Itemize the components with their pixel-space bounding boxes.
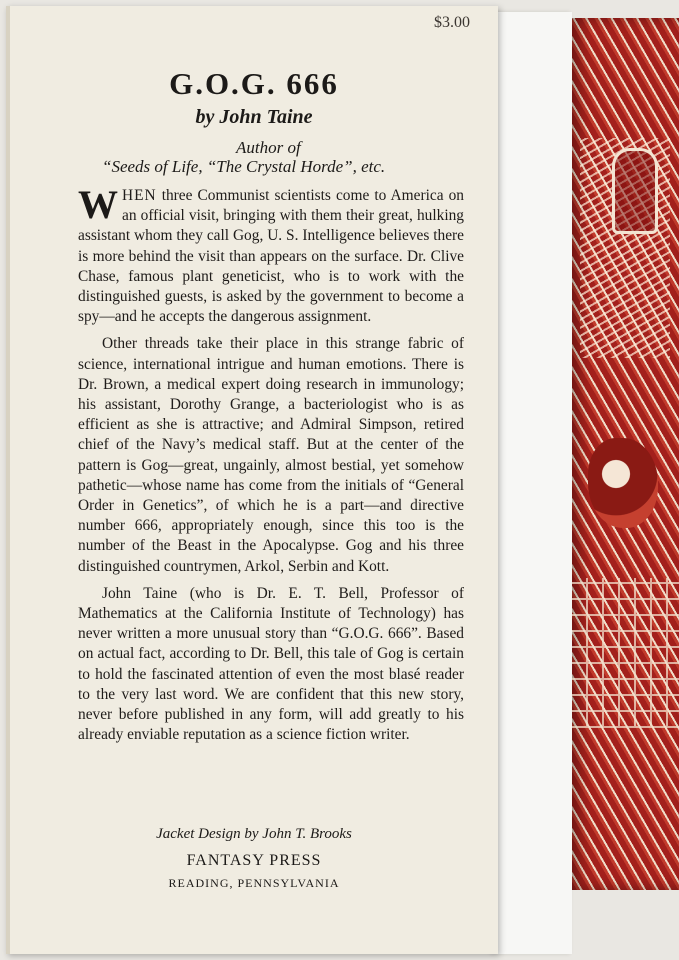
paragraph-1 (78, 182, 464, 327)
cover-art (570, 18, 679, 890)
byline: by John Taine (195, 106, 313, 128)
flask-illustration (612, 148, 658, 234)
paragraph-1-text: three Communist scientists come to America on an official visit, bringing with them their great, hulking assistant whom they call Gog, U. S. Intelligence believes there is more behind the visit than appears on the surface. Dr. Clive Chase, famous plant geneticist, who is to work with the distinguished guests, is asked by the government to become a spy—and he accepts the dangerous assignment. (78, 187, 464, 326)
other-works: “Seeds of Life, “The Crystal Horde”, etc. (102, 157, 386, 176)
author-of: Author of (236, 138, 301, 157)
specimen-illustration (588, 438, 658, 528)
book-title: G.O.G. 666 (169, 66, 339, 101)
publisher: FANTASY PRESS (186, 852, 322, 869)
price: $3.00 (434, 14, 470, 31)
jacket-flap (6, 6, 498, 954)
drop-cap: W (78, 182, 118, 227)
publisher-location: READING, PENNSYLVANIA (168, 876, 340, 890)
paragraph-2: Other threads take their place in this strange fabric of science, international intrigue and human emotions. There is Dr. Brown, a medical expert doing research in immunology; his assistant, Dorothy Grange, a bacteriologist who is as efficient as she is attractive; and Admiral Simpson, retired chief of the Navy’s medical staff. But at the center of the pattern is Gog—great, ungainly, almost bestial, yet somehow pathetic—whose name has come from the initials of “General Order in Genetics”, of which he is a part—and directive number 666, appropriately enough, since this too is the number of the Beast in the Apocalypse. Gog and his three distinguished countrymen, Arkol, Serbin and Kott. (78, 335, 464, 575)
lead-word: HEN (122, 187, 157, 204)
grid-illustration (570, 578, 679, 728)
blurb (78, 182, 464, 752)
paper-strip (492, 12, 572, 954)
jacket-design-credit: Jacket Design by John T. Brooks (156, 826, 352, 842)
paragraph-3: John Taine (who is Dr. E. T. Bell, Professor of Mathematics at the California Institute of Technology) has never written a more unusual story than “G.O.G. 666”. Based on actual fact, according to Dr. Bell, this tale of Gog is certain to hold the fascinated attention of even the most blasé reader to the very last word. We are confident that this new story, never before published in any form, will add greatly to his already enviable reputation as a science fiction writer. (78, 584, 464, 744)
